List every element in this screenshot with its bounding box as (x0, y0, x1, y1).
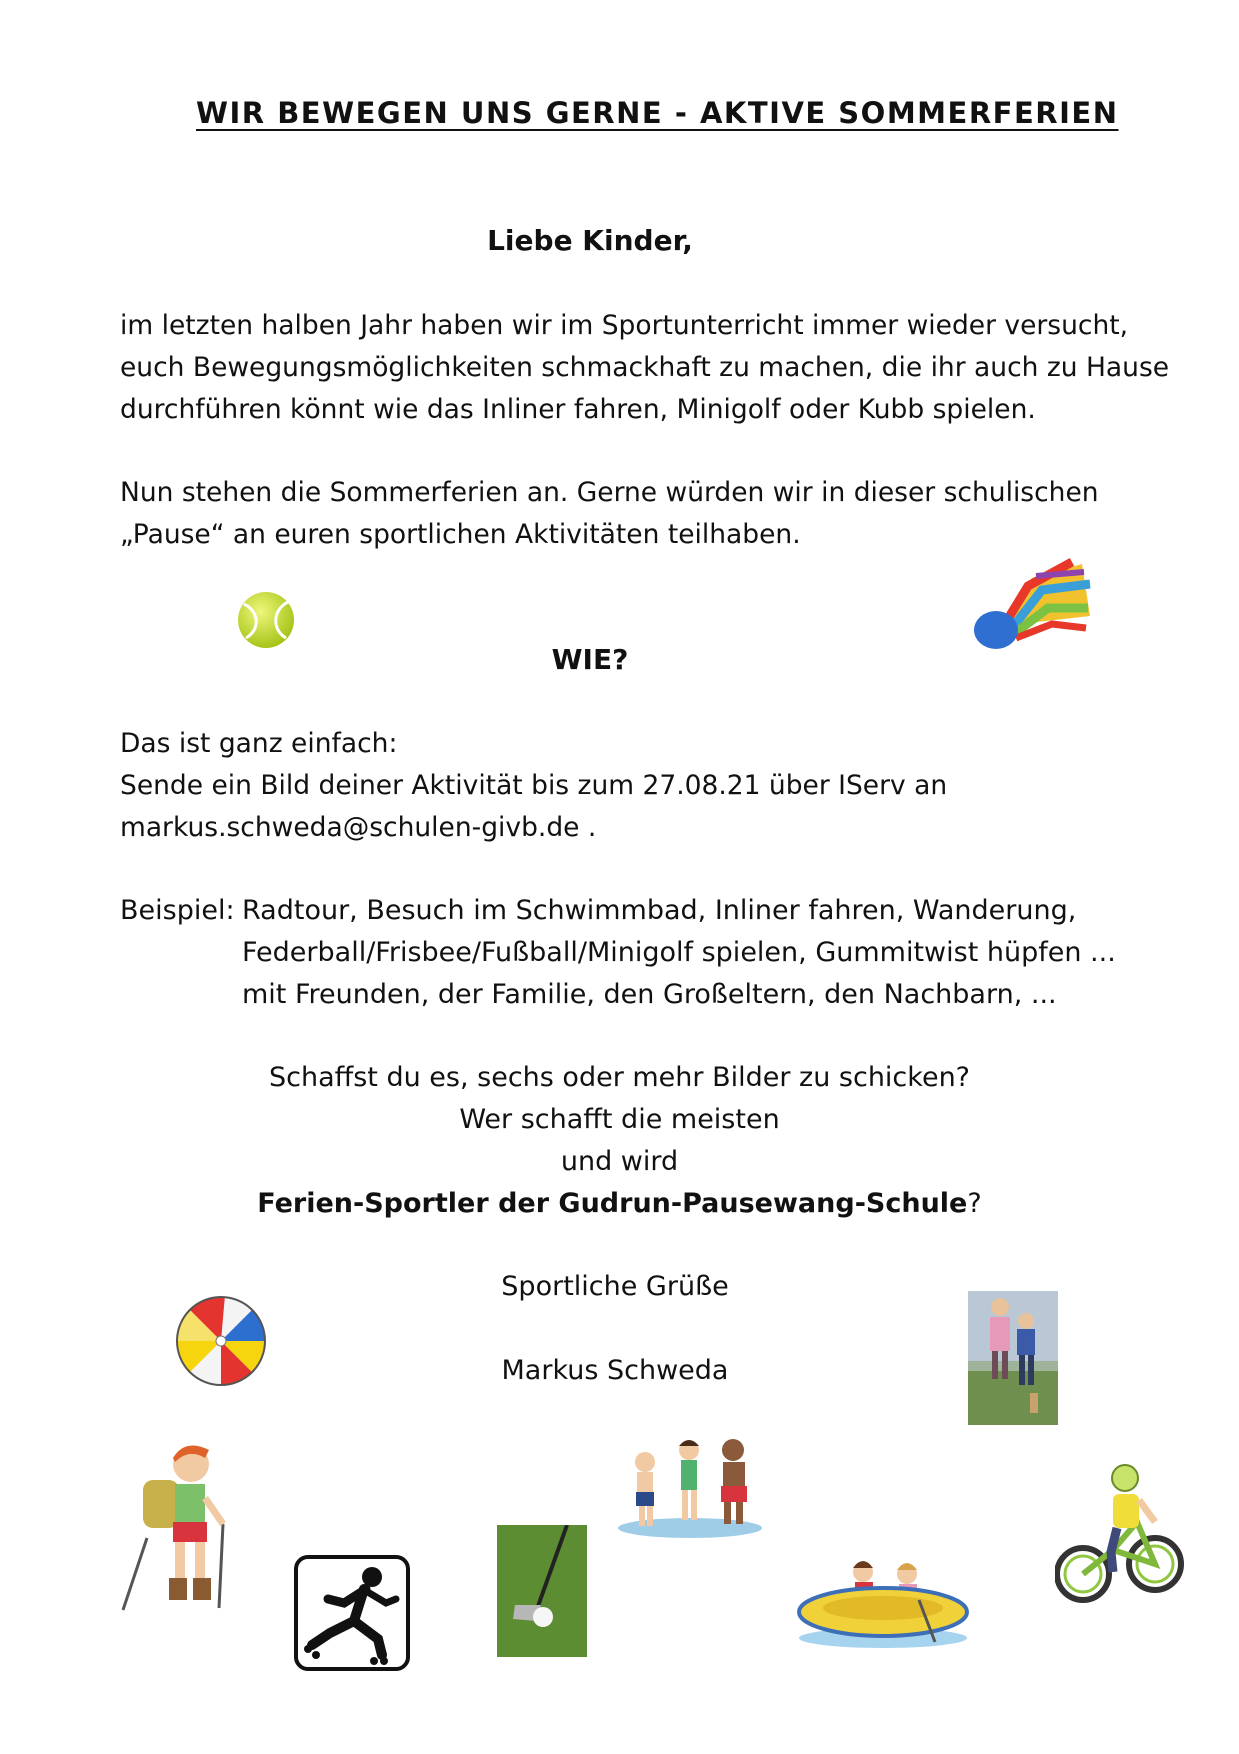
example-line-1: Radtour, Besuch im Schwimmbad, Inliner fahren, Wanderung, (242, 895, 1077, 926)
pause-line-2: „Pause“ an euren sportlichen Aktivitäten teilhaben. (120, 519, 801, 550)
instruction-line-1: Das ist ganz einfach: (120, 728, 398, 759)
greeting: Liebe Kinder, (487, 224, 693, 257)
example-line-2: Federball/Frisbee/Fußball/Minigolf spielen, Gummitwist hüpfen ... (242, 937, 1116, 968)
page-title: WIR BEWEGEN UNS GERNE - AKTIVE SOMMERFERIEN (196, 96, 1119, 130)
intro-line-3: durchführen könnt wie das Inliner fahren, Minigolf oder Kubb spielen. (120, 394, 1036, 425)
example-label: Beispiel: (120, 895, 235, 926)
award-question-mark: ? (967, 1188, 982, 1219)
beach-ball-image (175, 1295, 267, 1387)
award-school-name: Ferien-Sportler der Gudrun-Pausewang-Schule (257, 1188, 968, 1219)
example-line-3: mit Freunden, der Familie, den Großeltern, den Nachbarn, ... (242, 979, 1057, 1010)
intro-line-1: im letzten halben Jahr haben wir im Sportunterricht immer wieder versucht, (120, 310, 1129, 341)
swimming-children-image (615, 1432, 765, 1540)
cyclist-image (1055, 1460, 1185, 1610)
signature: Markus Schweda (501, 1355, 729, 1386)
challenge-line-2: Wer schafft die meisten (459, 1104, 780, 1135)
closing: Sportliche Grüße (501, 1271, 729, 1302)
award-line (0, 1183, 1239, 1225)
rubber-boat-image (795, 1550, 970, 1650)
intro-line-2: euch Bewegungsmöglichkeiten schmackhaft zu machen, die ihr auch zu Hause (120, 352, 1170, 383)
shuttlecock-image (972, 556, 1094, 652)
kubb-photo (968, 1291, 1058, 1425)
golf-photo (497, 1525, 587, 1657)
challenge-line-3: und wird (560, 1146, 679, 1177)
hiker-image (115, 1438, 240, 1628)
challenge-line-1: Schaffst du es, sechs oder mehr Bilder zu schicken? (268, 1062, 971, 1093)
pause-line-1: Nun stehen die Sommerferien an. Gerne würden wir in dieser schulischen (120, 477, 1099, 508)
instruction-line-2: Sende ein Bild deiner Aktivität bis zum 27.08.21 über IServ an (120, 770, 948, 801)
wie-heading: WIE? (551, 643, 629, 676)
email-line: markus.schweda@schulen-givb.de . (120, 812, 597, 843)
inline-skating-sign (294, 1555, 410, 1671)
